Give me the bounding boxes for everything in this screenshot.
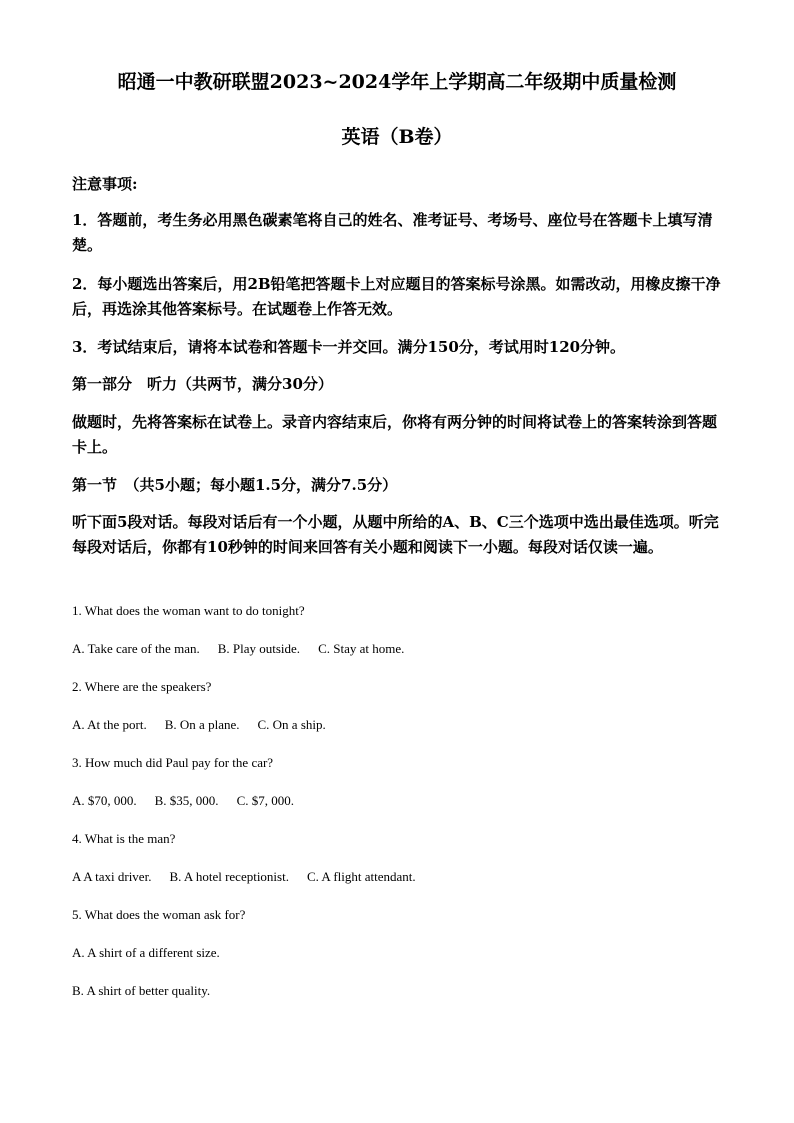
question-2-options xyxy=(72,716,722,734)
option-a: A. Take care of the man. xyxy=(72,641,200,656)
section1-heading: 第一节 （共5小题；每小题1.5分，满分7.5分） xyxy=(72,476,398,494)
note-item-1: 1．答题前，考生务必用黑色碳素笔将自己的姓名、准考证号、考场号、座位号在答题卡上填写清楚。 xyxy=(72,211,713,254)
question-5: 5. What does the woman ask for? xyxy=(72,907,246,922)
question-2: 2. Where are the speakers? xyxy=(72,679,212,694)
option-c: C. A flight attendant. xyxy=(306,869,416,884)
note-item-2: 2．每小题选出答案后，用2B铅笔把答题卡上对应题目的答案标号涂黑。如需改动，用橡皮擦干净后，再选涂其他答案标号。在试题卷上作答无效。 xyxy=(72,275,721,318)
question-4: 4. What is the man? xyxy=(72,831,176,846)
option-b: B. A hotel receptionist. xyxy=(169,869,289,884)
exam-subtitle: 英语（B卷） xyxy=(341,126,453,148)
option-a: A. $70, 000. xyxy=(72,793,137,808)
note-item-3: 3．考试结束后，请将本试卷和答题卡一并交回。满分150分，考试用时120分钟。 xyxy=(72,338,626,356)
option-c: C. Stay at home. xyxy=(318,641,405,656)
notes-heading: 注意事项: xyxy=(72,175,138,193)
option-a: A A taxi driver. xyxy=(72,869,152,884)
question-1: 1. What does the woman want to do tonight? xyxy=(72,603,305,618)
question-3-options xyxy=(72,792,722,810)
question-3: 3. How much did Paul pay for the car? xyxy=(72,755,274,770)
part1-heading: 第一部分 听力（共两节，满分30分） xyxy=(72,375,333,393)
option-c: C. $7, 000. xyxy=(236,793,294,808)
section1-instruction: 听下面5段对话。每段对话后有一个小题，从题中所给的A、B、C三个选项中选出最佳选项。听完每段对话后，你都有10秒钟的时间来回答有关小题和阅读下一小题。每段对话仅读一遍。 xyxy=(72,513,719,556)
exam-title: 昭通一中教研联盟2023~2024学年上学期高二年级期中质量检测 xyxy=(117,71,677,93)
option-b: B. On a plane. xyxy=(164,717,240,732)
option-a: A. At the port. xyxy=(72,717,147,732)
question-5-option-a: A. A shirt of a different size. xyxy=(72,945,220,960)
question-4-options xyxy=(72,868,722,886)
part1-instruction: 做题时，先将答案标在试卷上。录音内容结束后，你将有两分钟的时间将试卷上的答案转涂到答题卡上。 xyxy=(72,413,718,456)
option-b: B. Play outside. xyxy=(217,641,301,656)
question-5-option-b: B. A shirt of better quality. xyxy=(72,983,211,998)
option-c: C. On a ship. xyxy=(257,717,326,732)
question-1-options xyxy=(72,640,722,658)
option-b: B. $35, 000. xyxy=(154,793,219,808)
